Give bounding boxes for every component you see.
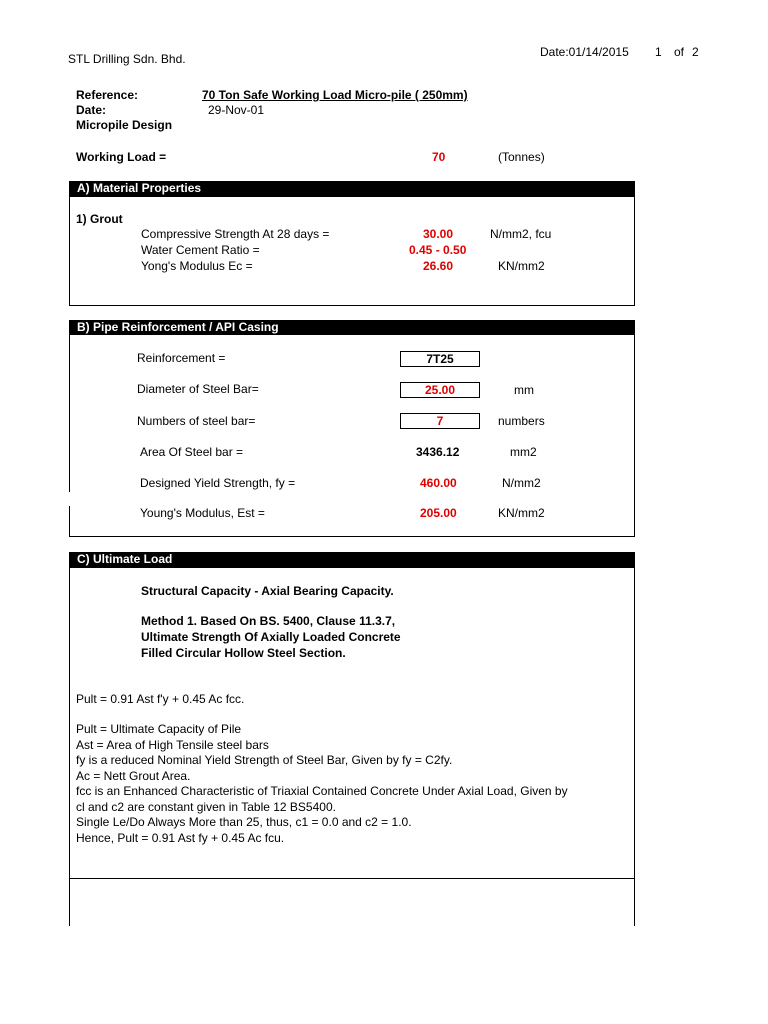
reference-label: Reference: xyxy=(76,88,139,102)
page-of: of xyxy=(674,45,685,59)
reinforcement-value: 7T25 xyxy=(400,351,480,367)
axial-capacity-heading: Structural Capacity - Axial Bearing Capacity. xyxy=(141,584,394,598)
compressive-strength-label: Compressive Strength At 28 days = xyxy=(141,227,330,241)
youngs-modulus-ec-value: 26.60 xyxy=(423,259,454,273)
definition-line: Pult = Ultimate Capacity of Pile xyxy=(76,722,242,736)
definition-line: fcc is an Enhanced Characteristic of Triaxial Contained Concrete Under Axial Load, Given by xyxy=(76,784,568,798)
pult-formula: Pult = 0.91 Ast f'y + 0.45 Ac fcc. xyxy=(76,692,245,706)
page-number: 1 xyxy=(655,45,662,59)
definition-line: Ast = Area of High Tensile steel bars xyxy=(76,738,269,752)
yield-strength-label: Designed Yield Strength, fy = xyxy=(140,476,296,490)
diameter-label: Diameter of Steel Bar= xyxy=(137,382,259,396)
reference-value: 70 Ton Safe Working Load Micro-pile ( 250mm) xyxy=(202,88,468,102)
section-b-header xyxy=(69,320,635,335)
number-of-bars-label: Numbers of steel bar= xyxy=(137,414,256,428)
method-line-2: Ultimate Strength Of Axially Loaded Concrete xyxy=(141,630,401,644)
date-value: 29-Nov-01 xyxy=(208,103,265,117)
diameter-value: 25.00 xyxy=(400,382,480,398)
method-line-1: Method 1. Based On BS. 5400, Clause 11.3.7, xyxy=(141,614,396,628)
diameter-unit: mm xyxy=(514,383,534,397)
next-frame-left-border xyxy=(69,878,70,926)
youngs-modulus-est-unit: KN/mm2 xyxy=(498,506,545,520)
yield-strength-unit: N/mm2 xyxy=(502,476,541,490)
print-date: Date:01/14/2015 xyxy=(540,45,629,59)
definition-line: Hence, Pult = 0.91 Ast fy + 0.45 Ac fcu. xyxy=(76,831,285,845)
date-label: Date: xyxy=(76,103,107,117)
definition-line: cl and c2 are constant given in Table 12 BS5400. xyxy=(76,800,336,814)
reinforcement-label: Reinforcement = xyxy=(137,351,226,365)
section-b-bottom-border xyxy=(69,536,635,537)
area-steel-unit: mm2 xyxy=(510,445,537,459)
yield-strength-value: 460.00 xyxy=(420,476,457,490)
section-c-header xyxy=(69,552,635,567)
youngs-modulus-est-value: 205.00 xyxy=(420,506,457,520)
design-label: Micropile Design xyxy=(76,118,173,132)
company-name: STL Drilling Sdn. Bhd. xyxy=(68,52,186,66)
section-b-left-border-upper xyxy=(69,335,70,492)
working-load-unit: (Tonnes) xyxy=(498,150,545,164)
page-total: 2 xyxy=(692,45,699,59)
working-load-value: 70 xyxy=(432,150,446,164)
definition-line: Single Le/Do Always More than 25, thus, c1 = 0.0 and c2 = 1.0. xyxy=(76,815,412,829)
area-steel-label: Area Of Steel bar = xyxy=(140,445,244,459)
section-c-title: C) Ultimate Load xyxy=(77,552,173,566)
next-frame-right-border xyxy=(634,878,635,926)
section-b-left-border-lower xyxy=(69,506,70,537)
definition-line: fy is a reduced Nominal Yield Strength of Steel Bar, Given by fy = C2fy. xyxy=(76,753,453,767)
youngs-modulus-ec-unit: KN/mm2 xyxy=(498,259,545,273)
number-of-bars-value: 7 xyxy=(400,413,480,429)
youngs-modulus-ec-label: Yong's Modulus Ec = xyxy=(141,259,253,273)
youngs-modulus-est-label: Young's Modulus, Est = xyxy=(140,506,265,520)
section-b-right-border xyxy=(634,335,635,537)
section-a-title: A) Material Properties xyxy=(77,181,202,195)
compressive-strength-value: 30.00 xyxy=(423,227,454,241)
definition-line: Ac = Nett Grout Area. xyxy=(76,769,191,783)
water-cement-value: 0.45 - 0.50 xyxy=(409,243,467,257)
working-load-label: Working Load = xyxy=(76,150,167,164)
section-b-title: B) Pipe Reinforcement / API Casing xyxy=(77,320,279,334)
section-a-header xyxy=(69,181,635,196)
grout-subheading: 1) Grout xyxy=(76,212,123,226)
water-cement-label: Water Cement Ratio = xyxy=(141,243,260,257)
compressive-strength-unit: N/mm2, fcu xyxy=(490,227,552,241)
method-line-3: Filled Circular Hollow Steel Section. xyxy=(141,646,346,660)
number-of-bars-unit: numbers xyxy=(498,414,545,428)
area-steel-value: 3436.12 xyxy=(416,445,460,459)
